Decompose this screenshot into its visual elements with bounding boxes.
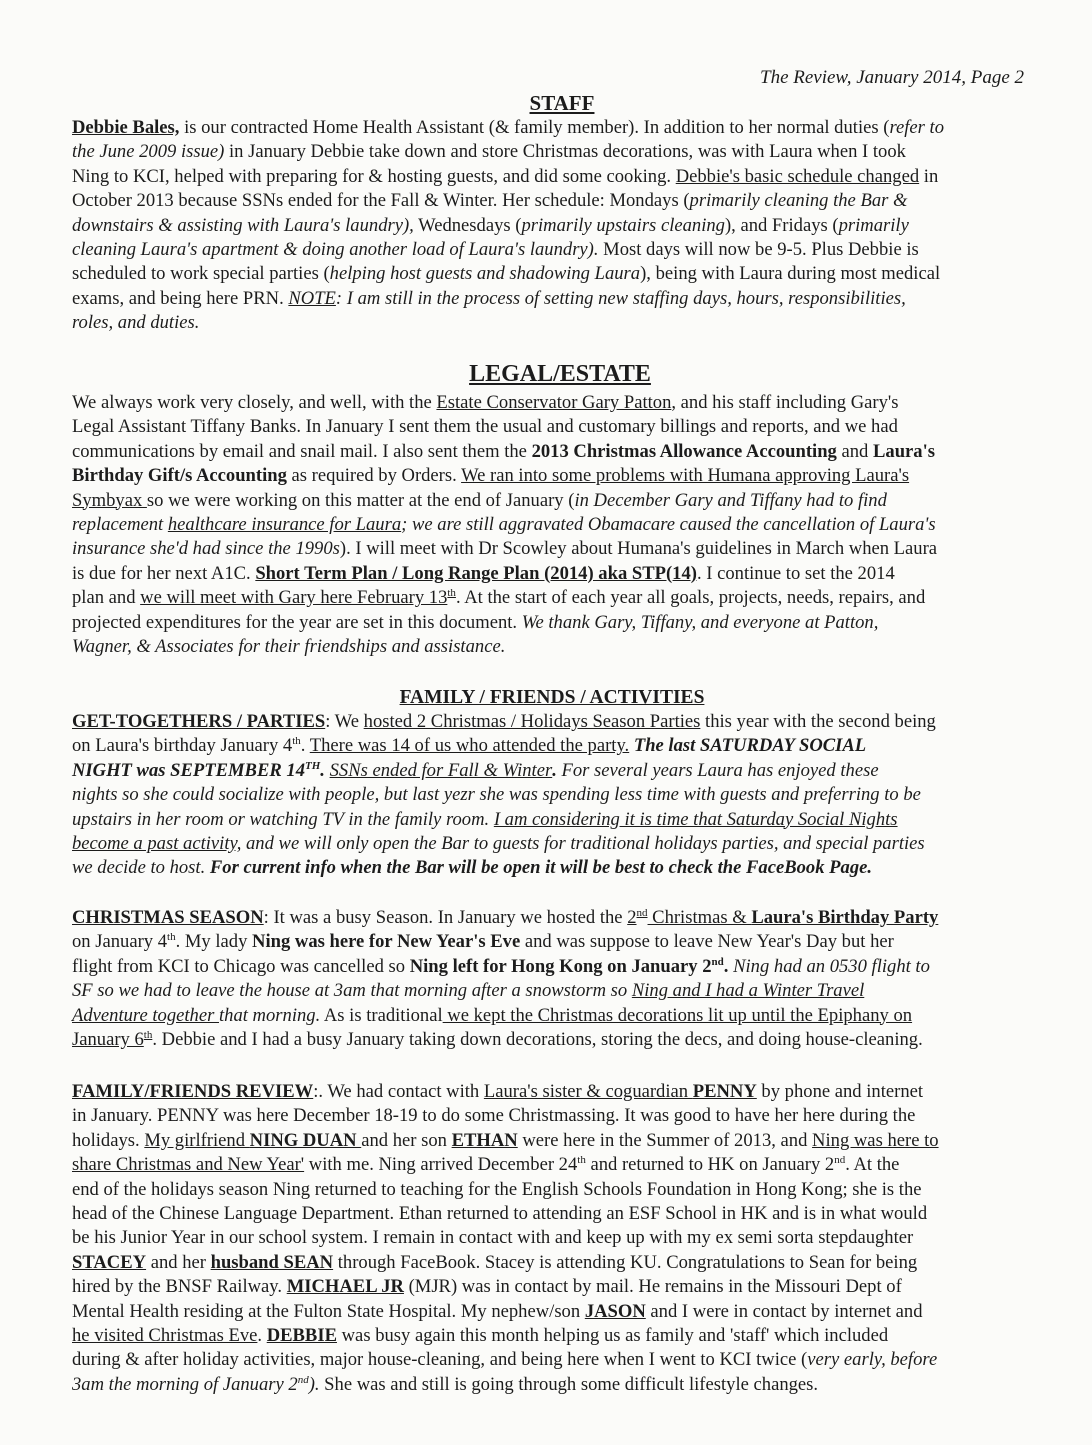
text-span: Adventure together [72,1004,219,1026]
text-span: we will meet with Gary here February 13 [140,587,448,609]
gettogethers-paragraph [72,710,1032,881]
text-span: Laura's Birthday Party [751,907,939,928]
review-paragraph [72,1080,1032,1397]
text-line [72,783,1032,807]
text-line [72,489,1032,513]
text-span: Estate Conservator Gary Patton [436,392,672,413]
text-span: Ning was here to [812,1129,939,1151]
text-span: in December Gary and Tiffany had to find [574,489,887,511]
text-span: For current info when the Bar will be open it will be best to check the FaceBook Page. [209,857,873,879]
text-span: nd [636,906,648,919]
text-span: Ning had an 0530 flight to [728,955,930,977]
text-span: SSNs ended for Fall & Winter [329,759,553,781]
text-line [72,856,1032,880]
text-span: exams, and being here PRN. [72,287,289,309]
text-line [72,635,1032,659]
text-span: ), and Fridays ( [724,214,839,236]
text-span: ; we are still aggravated Obamacare caused the cancellation of Laura's [401,513,936,535]
text-span: ). [308,1373,320,1395]
text-span: Birthday Gift/s Accounting [72,465,287,487]
text-span: FAMILY/FRIENDS REVIEW [72,1081,314,1102]
text-line [72,214,1032,238]
text-span: in [919,165,939,187]
text-span: : It was a busy Season. In January we hosted the [263,907,628,928]
text-line [72,710,1032,734]
text-line [72,415,1032,439]
text-span: October 2013 because SSNs ended for the Fall & Winter. Her schedule: Mondays ( [72,190,690,212]
text-span: For several years Laura has enjoyed these [556,759,879,781]
text-span: PENNY [692,1081,757,1102]
text-span: nd [297,1373,309,1386]
text-span: SF so we had to leave the house at 3am that morning after a snowstorm so [72,980,632,1002]
text-span: end of the holidays season Ning returned to teaching for the English Schools Foundation in Hong Kong; she is the [72,1178,922,1200]
text-line [72,440,1032,464]
text-span: scheduled to work special parties ( [72,263,330,285]
text-line [72,1348,1032,1372]
text-line [72,979,1032,1003]
text-span: upstairs in her room or watching TV in the family room. [72,808,494,830]
text-span: primarily [838,214,909,236]
text-span: NOTE [288,287,336,309]
text-line [72,1226,1032,1250]
christmas-paragraph [72,906,1032,1052]
text-span: The last SATURDAY SOCIAL [629,735,867,757]
text-span: and [836,440,873,462]
text-span: (MJR) was in contact by mail. He remains in the Missouri Dept of [403,1276,902,1298]
text-span: he visited Christmas Eve [72,1324,258,1346]
text-line [72,165,1032,189]
text-span: is due for her next A1C. [72,562,256,584]
text-span: As is traditional [320,1004,443,1026]
text-span: during & after holiday activities, major house-cleaning, and being here when I went to KCI twice ( [72,1349,808,1371]
text-line [72,1178,1032,1202]
text-span: GET-TOGETHERS / PARTIES [72,711,326,732]
staff-heading: STAFF [529,91,595,115]
person-name: Debbie Bales, [72,117,180,138]
text-span: . At the start of each year all goals, projects, needs, repairs, and [455,587,926,609]
text-span: Legal Assistant Tiffany Banks. In January I sent them the usual and customary billings and reports, and we had [72,416,898,438]
text-span: Ning and I had a Winter Travel [631,980,865,1002]
text-span: roles, and duties. [72,312,200,334]
text-line [72,832,1032,856]
text-line [72,262,1032,286]
text-span: were here in the Summer of 2013, and [517,1129,813,1151]
text-span: Most days will now be 9-5. Plus Debbie is [598,238,919,260]
text-span: this year with the second being [700,711,936,732]
text-line [72,1300,1032,1324]
text-span: on Laura's birthday January 4 [72,735,293,757]
text-span: . Debbie and I had a busy January taking down decorations, storing the decs, and doing house-cleaning. [152,1028,923,1050]
text-span: and her [146,1251,211,1273]
text-line [72,906,1032,930]
text-line [72,1324,1032,1348]
text-span: primarily upstairs cleaning [521,214,725,236]
text-line [72,759,1032,783]
text-span: husband SEAN [210,1251,334,1273]
text-span: . I continue to set the 2014 [696,562,895,584]
text-span: very early, before [807,1349,938,1371]
text-span: and returned to HK on January 2 [585,1154,835,1176]
text-span: DEBBIE [266,1324,337,1346]
text-span: . [552,759,557,781]
text-span: JASON [584,1300,646,1322]
text-span: : We [325,711,364,732]
text-span: Wednesdays ( [413,214,522,236]
text-span: . [300,735,310,757]
text-span: flight from KCI to Chicago was cancelled so [72,955,410,977]
text-line [72,611,1032,635]
text-span: th [167,931,176,944]
text-line [72,1202,1032,1226]
text-line [72,734,1032,758]
text-span: so we were working on this matter at the end of January ( [146,489,575,511]
text-span: cleaning Laura's apartment & doing another load of Laura's laundry). [72,238,599,260]
text-span: and we will only open the Bar to guests for traditional holidays parties, and special parties [241,832,925,854]
text-line [72,1004,1032,1028]
text-span: I am considering it is time that Saturday Social Nights [493,808,898,830]
text-span: downstairs & assisting with Laura's laundry), [72,214,414,236]
text-line [72,116,1032,140]
text-span: . [723,955,729,977]
text-span: we kept the Christmas decorations lit up until the Epiphany on [442,1004,913,1026]
text-span: STACEY [72,1251,147,1273]
text-span: Ning left for Hong Kong on January 2 [409,955,712,977]
text-span: nd [711,955,724,968]
text-span: My girlfriend [144,1129,250,1151]
text-span: projected expenditures for the year are set in this document. [72,611,522,633]
text-span: Ning was here for New Year's Eve [252,931,521,953]
text-span: She was and still is going through some difficult lifestyle changes. [319,1373,819,1395]
text-span: ). I will meet with Dr Scowley about Humana's guidelines in March when Laura [339,538,938,560]
text-span: Laura's sister & coguardian [483,1081,693,1102]
text-span: in January Debbie take down and store Christmas decorations, was with Laura when I took [224,141,906,163]
text-span: There was 14 of us who attended the party. [309,735,630,757]
text-span: the June 2009 issue) [72,141,225,163]
text-span: th [447,586,456,599]
text-line [72,930,1032,954]
text-span: Debbie's basic schedule changed [675,165,920,187]
text-span: 2 [627,907,637,928]
text-span: nights so she could socialize with people, but last yezr she was spending less time with guests and preferring to be [72,784,921,806]
text-line [72,955,1032,979]
staff-paragraph [72,116,1032,336]
text-span: Wagner, & Associates for their friendships and assistance. [72,635,506,657]
page-header: The Review, January 2014, Page 2 [760,67,1024,88]
text-span: plan and [72,587,141,609]
text-span: We always work very closely, and well, with the [72,392,437,413]
text-line [72,1275,1032,1299]
text-line [72,1080,1032,1104]
legal-paragraph [72,391,1032,659]
text-span: . [320,759,325,781]
text-line [72,1251,1032,1275]
text-span: helping host guests and shadowing Laura [329,263,641,285]
text-span: Symbyax [72,489,147,511]
text-span: . At the [845,1154,900,1176]
text-span: refer to [889,117,945,138]
text-span: in January. PENNY was here December 18-19 to do some Christmassing. It was good to have her here during the [72,1105,916,1127]
text-line [72,311,1032,335]
text-span: share Christmas and New Year' [72,1154,305,1176]
text-span: hired by the BNSF Railway. [72,1276,287,1298]
text-span: through FaceBook. Stacey is attending KU. Congratulations to Sean for being [333,1251,918,1273]
text-line [72,808,1032,832]
text-span: we decide to host. [72,857,210,879]
text-line [72,1373,1032,1397]
text-span: , and his staff including Gary's [671,392,899,413]
text-span: insurance she'd had since the 1990s [72,538,340,560]
text-span: NING DUAN [249,1129,362,1151]
text-span: was busy again this month helping us as family and 'staff' which included [336,1324,889,1346]
text-span: as required by Orders. [286,465,462,487]
text-span: Laura's [873,440,935,462]
text-span: replacement [72,513,168,535]
text-span: We ran into some problems with Humana approving Laura's [461,465,910,487]
text-span: Short Term Plan / Long Range Plan (2014) aka STP(14) [255,562,697,584]
text-span: healthcare insurance for Laura [167,513,402,535]
text-span: Ning to KCI, helped with preparing for & hosting guests, and did some cooking. [72,165,676,187]
text-span: NIGHT was SEPTEMBER 14 [72,759,305,781]
text-line [72,1153,1032,1177]
text-span: : I am still in the process of setting new staffing days, hours, responsibilities, [335,287,906,309]
text-span: th [143,1028,153,1041]
text-span: and I were in contact by internet and [645,1300,923,1322]
text-span: be his Junior Year in our school system. I remain in contact with and keep up with my ex semi sorta stepdaughter [72,1227,914,1249]
text-span: and her son [361,1129,452,1151]
text-span: by phone and internet [756,1081,924,1102]
text-span: th [577,1153,586,1166]
text-span: holidays. [72,1129,145,1151]
text-span: head of the Chinese Language Department. Ethan returned to attending an ESF School in HK and is in what would [72,1202,928,1224]
text-line [72,1129,1032,1153]
text-span: is our contracted Home Health Assistant (& family member). In addition to her normal duties ( [179,117,890,138]
text-span: th [292,735,301,748]
text-span: Mental Health residing at the Fulton State Hospital. My nephew/son [72,1300,585,1322]
text-line [72,562,1032,586]
text-span: ), being with Laura during most medical [640,263,941,285]
text-span: Christmas & [647,907,752,928]
text-line [72,287,1032,311]
text-span: . [257,1324,267,1346]
text-span: January 6 [72,1028,144,1050]
text-line [72,391,1032,415]
text-span: nd [834,1153,846,1166]
text-line [72,1104,1032,1128]
text-line [72,238,1032,262]
text-span: :. We had contact with [313,1081,484,1102]
text-span: 3am the morning of January 2 [72,1373,298,1395]
family-heading: FAMILY / FRIENDS / ACTIVITIES [399,687,705,708]
text-line [72,513,1032,537]
text-span: TH [305,759,321,772]
text-line [72,586,1032,610]
text-span: 2013 Christmas Allowance Accounting [531,440,837,462]
text-span: MICHAEL JR [286,1276,404,1298]
text-span: on January 4 [72,931,168,953]
text-span: . My lady [175,931,253,953]
text-span: and was suppose to leave New Year's Day but her [520,931,894,953]
text-span: that morning. [218,1004,321,1026]
text-span: ETHAN [451,1129,518,1151]
text-span: primarily cleaning the Bar & [689,190,908,212]
text-line [72,140,1032,164]
text-span: hosted 2 Christmas / Holidays Season Parties [363,711,701,732]
text-span: become a past activity, [72,832,242,854]
legal-heading: LEGAL/ESTATE [469,361,651,387]
text-span: with me. Ning arrived December 24 [304,1154,578,1176]
text-line [72,537,1032,561]
text-line [72,1028,1032,1052]
text-span: CHRISTMAS SEASON [72,907,264,928]
text-span: communications by email and snail mail. I also sent them the [72,440,532,462]
text-line [72,464,1032,488]
text-line [72,189,1032,213]
text-span: We thank Gary, Tiffany, and everyone at Patton, [521,611,879,633]
